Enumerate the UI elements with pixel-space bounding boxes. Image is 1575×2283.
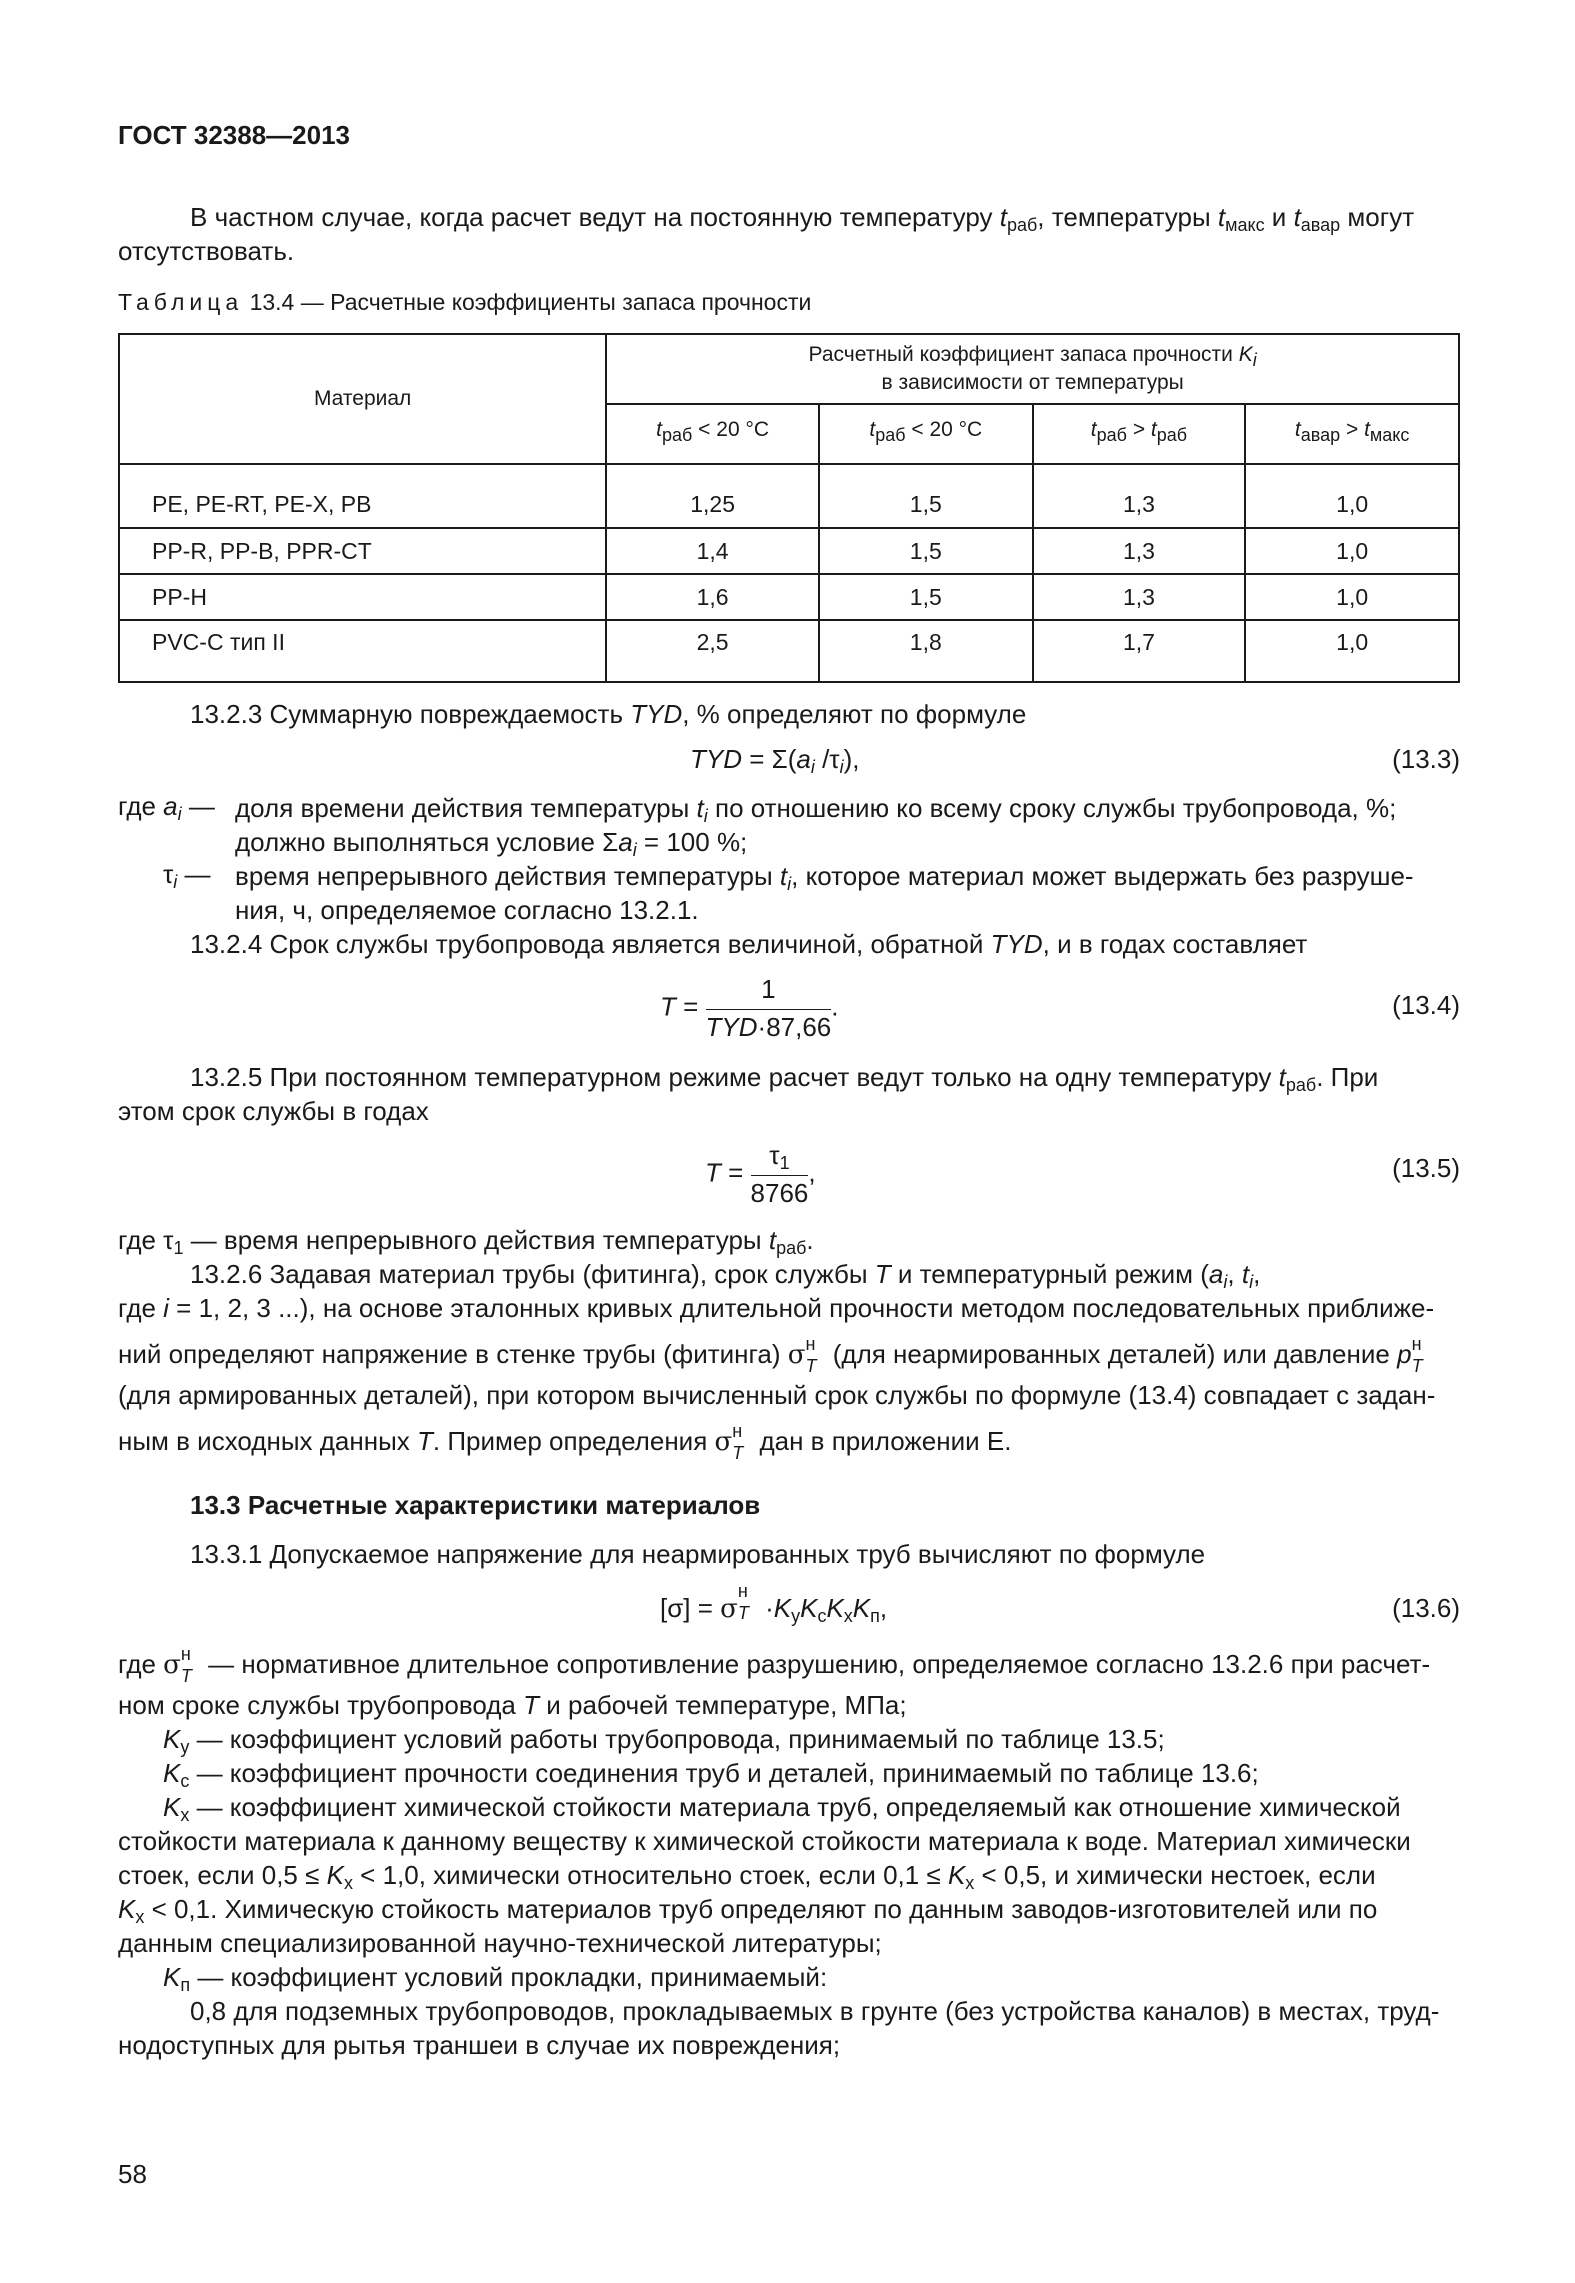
equation-13-6: [σ] = σ н T $\cdot K_уK_сK_хK_п$, [660,1581,888,1626]
equation-number: (13.6) [1392,1593,1460,1623]
paragraph-13-3-1: 13.3.1 Допускаемое напряжение для неармированных труб вычисляют по формуле [190,1539,1206,1569]
equation-number: (13.3) [1392,744,1460,774]
page-number: 58 [118,2159,147,2189]
equation-13-4: T = $\frac{1}{\text{TYD·87,66}}$ . [660,974,839,1042]
cell-value: 1,6 [606,574,819,620]
def-ai-label: где $a_i$ — [118,791,215,824]
p-scripts: н T [1411,1334,1423,1376]
subheader-cell: $t_{раб} < 20$ °С [606,404,819,464]
paragraph-13-2-4: 13.2.4 Срок службы трубопровода является величиной, обратной TYD, и в годах составляет [190,929,1308,959]
table-row [119,620,1459,682]
paragraph-13-2-3: 13.2.3 Суммарную повреждаемость TYD, % определяют по формуле [190,699,1027,729]
paragraph-13-2-5: 13.2.5 При постоянном температурном режиме расчет ведут только на одну температуру $t_{раб}$. При этом срок службы в годах [118,1062,1379,1126]
def-tau-label: $\tau_i$ — [163,859,211,892]
header-material: Материал [119,334,606,464]
table-row [119,574,1459,620]
equation-13-5: T = $\frac{\tau_1}{8766}$ , [705,1140,816,1208]
cell-value: 1,5 [819,574,1033,620]
def-tau-text: время непрерывного действия температуры $t_i$, которое материал может выдержать без разруше- ния, ч, определяемое согласно 13.2.1. [235,861,1414,925]
sigma-scripts: н T [732,1421,744,1463]
document-header: ГОСТ 32388—2013 [118,120,350,150]
fraction: $\frac{1}{\text{TYD·87,66}}$ [705,974,832,1042]
sigma-scripts: н T [805,1334,817,1376]
equation-number: (13.4) [1392,990,1460,1020]
cell-material: PP-H [119,574,606,620]
subheader-cell: $t_{раб} > t_{раб}$ [1033,404,1246,464]
table-caption: Таблица 13.4 — Расчетные коэффициенты запаса прочности [118,289,812,315]
cell-material: PP-R, PP-B, PPR-CT [119,528,606,574]
section-heading-13-3: 13.3 Расчетные характеристики материалов [190,1490,761,1520]
intro-paragraph: В частном случае, когда расчет ведут на постоянную температуру $t_{раб}$, температуры $t_{макс}$ и $t_{авар}$ могут отсутствовать. [118,202,1415,266]
def-tau1: где $\tau_1$ — время непрерывного действия температуры $t_{раб}$. [118,1225,814,1258]
cell-value: 1,0 [1245,464,1459,528]
cell-value: 1,8 [819,620,1033,682]
cell-material: PVC-C тип II [119,620,606,682]
cell-value: 1,7 [1033,620,1246,682]
table-row [119,464,1459,528]
fraction: $\frac{\tau_1}{8766}$ [750,1140,809,1208]
subheader-cell: $t_{авар} > t_{макс}$ [1245,404,1459,464]
def-ai-text: доля времени действия температуры $t_i$ по отношению ко всему сроку службы трубопровода, %; должно выполняться условие $\Sigma a_i = 100$ %; [235,793,1397,860]
paragraph-13-2-6: 13.2.6 Задавая материал трубы (фитинга), срок службы T и температурный режим ($a_i$, $t_i$, где i = 1, 2, 3 ...), на основе эталонных кривых длительной прочности методом последовательных приближе- ний определяют напряжение в стенке трубы (фитинга) σ н T (для неармированных деталей) или давление p н T (для армированных деталей), при котором вычисленный срок службы по формуле (13.4) совпадает с задан- ным в исходных данных T. Пример определения σ н T дан в приложении Е. [118,1259,1436,1463]
cell-value: 1,0 [1245,528,1459,574]
cell-value: 1,4 [606,528,819,574]
definitions-13-6: где σ н T — нормативное длительное сопротивление разрушению, определяемое согласно 13.2.6 при расчет- ном сроке службы трубопровода T и рабочей температуре, МПа; $K_у$ — коэффициент условий работы трубопровода, принимаемый по таблице 13.5; $K_с$ — коэффициент прочности соединения труб и деталей, принимаемый по таблице 13.6; $K_х$ — коэффициент химической стойкости материала труб, определяемый как отношение химической стойкости материала к данному веществу к химической стойкости материала к воде. Материал химически стоек, если $0,5 \le K_х < 1,0$, химически относительно стоек, если $0,1 \le K_х < 0,5$, и химически нестоек, если $K_х < 0,1$. Химическую стойкость материалов труб определяют по данным заводов-изготовителей или по данным специализированной научно-технической литературы; $K_п$ — коэффициент условий прокладки, принимаемый: 0,8 для подземных трубопроводов, прокладываемых в грунте (без устройства каналов) в местах, труд- нодоступных для рытья траншеи в случае их повреждения; [118,1644,1440,2060]
header-group: Расчетный коэффициент запаса прочности $K_i$ в зависимости от температуры [606,334,1459,404]
table-row [119,528,1459,574]
safety-factor-table [118,333,1460,683]
cell-value: 1,3 [1033,464,1246,528]
cell-value: 1,5 [819,528,1033,574]
cell-value: 2,5 [606,620,819,682]
cell-material: PE, PE-RT, PE-X, PB [119,464,606,528]
subheader-cell: $t_{раб} < 20$ °С [819,404,1033,464]
cell-value: 1,0 [1245,574,1459,620]
cell-value: 1,25 [606,464,819,528]
equation-13-3: TYD = $\Sigma(a_i$ $/\tau_i$), [690,744,860,777]
cell-value: 1,3 [1033,574,1246,620]
equation-number: (13.5) [1392,1153,1460,1183]
cell-value: 1,0 [1245,620,1459,682]
cell-value: 1,5 [819,464,1033,528]
cell-value: 1,3 [1033,528,1246,574]
